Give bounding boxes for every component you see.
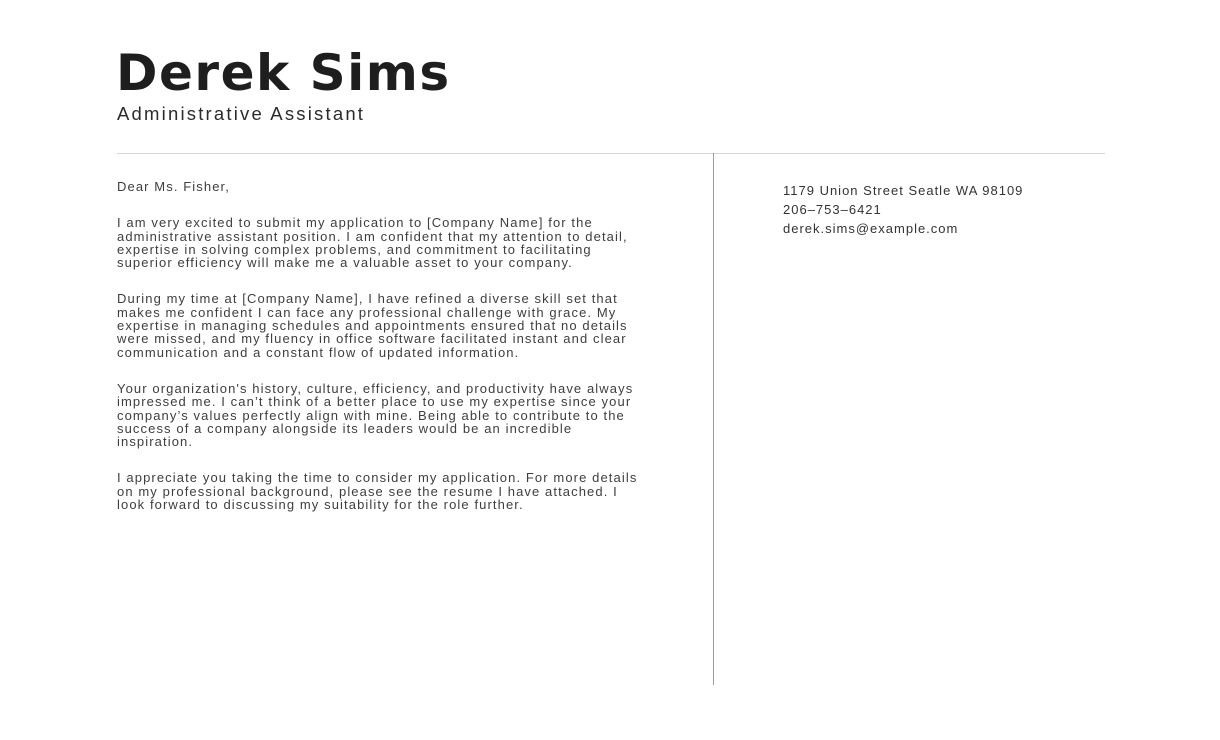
letter-paragraph: Your organization's history, culture, efficiency, and productivity have always impressed me. I can’t think of a better place to use my expertise since your company’s values perfectly align with mine. Being able to contribute to the success of a company alongside its leaders would be an incredible inspiration. [117, 380, 634, 450]
letter-paragraph: I am very excited to submit my application to [Company Name] for the administrative assistant position. I am confident that my attention to detail, expertise in solving complex problems, and commitment to facilitating superior efficiency will make me a valuable asset to your company. [117, 215, 628, 271]
letter-paragraph: During my time at [Company Name], I have refined a diverse skill set that makes me confident I can face any professional challenge with grace. My expertise in managing schedules and appointments ensured that no details were missed, and my fluency in office software facilitated instant and clear communication and a constant flow of updated information. [117, 291, 628, 360]
letter-content-column [117, 180, 649, 534]
contact-phone: 206–753–6421 [783, 201, 882, 217]
salutation: Dear Ms. Fisher, [117, 179, 230, 194]
contact-address: 1179 Union Street Seatle WA 98109 [783, 183, 1024, 198]
letter-paragraph: I appreciate you taking the time to consider my application. For more details on my professional background, please see the resume I have attached. I look forward to discussing my suitability for the role further. [117, 470, 638, 513]
column-divider [713, 153, 714, 685]
header-divider [117, 153, 1105, 154]
contact-email: derek.sims@example.com [783, 220, 959, 236]
contact-column [783, 182, 1023, 238]
candidate-name: Derek Sims [116, 44, 451, 102]
job-title: Administrative Assistant [117, 103, 366, 124]
